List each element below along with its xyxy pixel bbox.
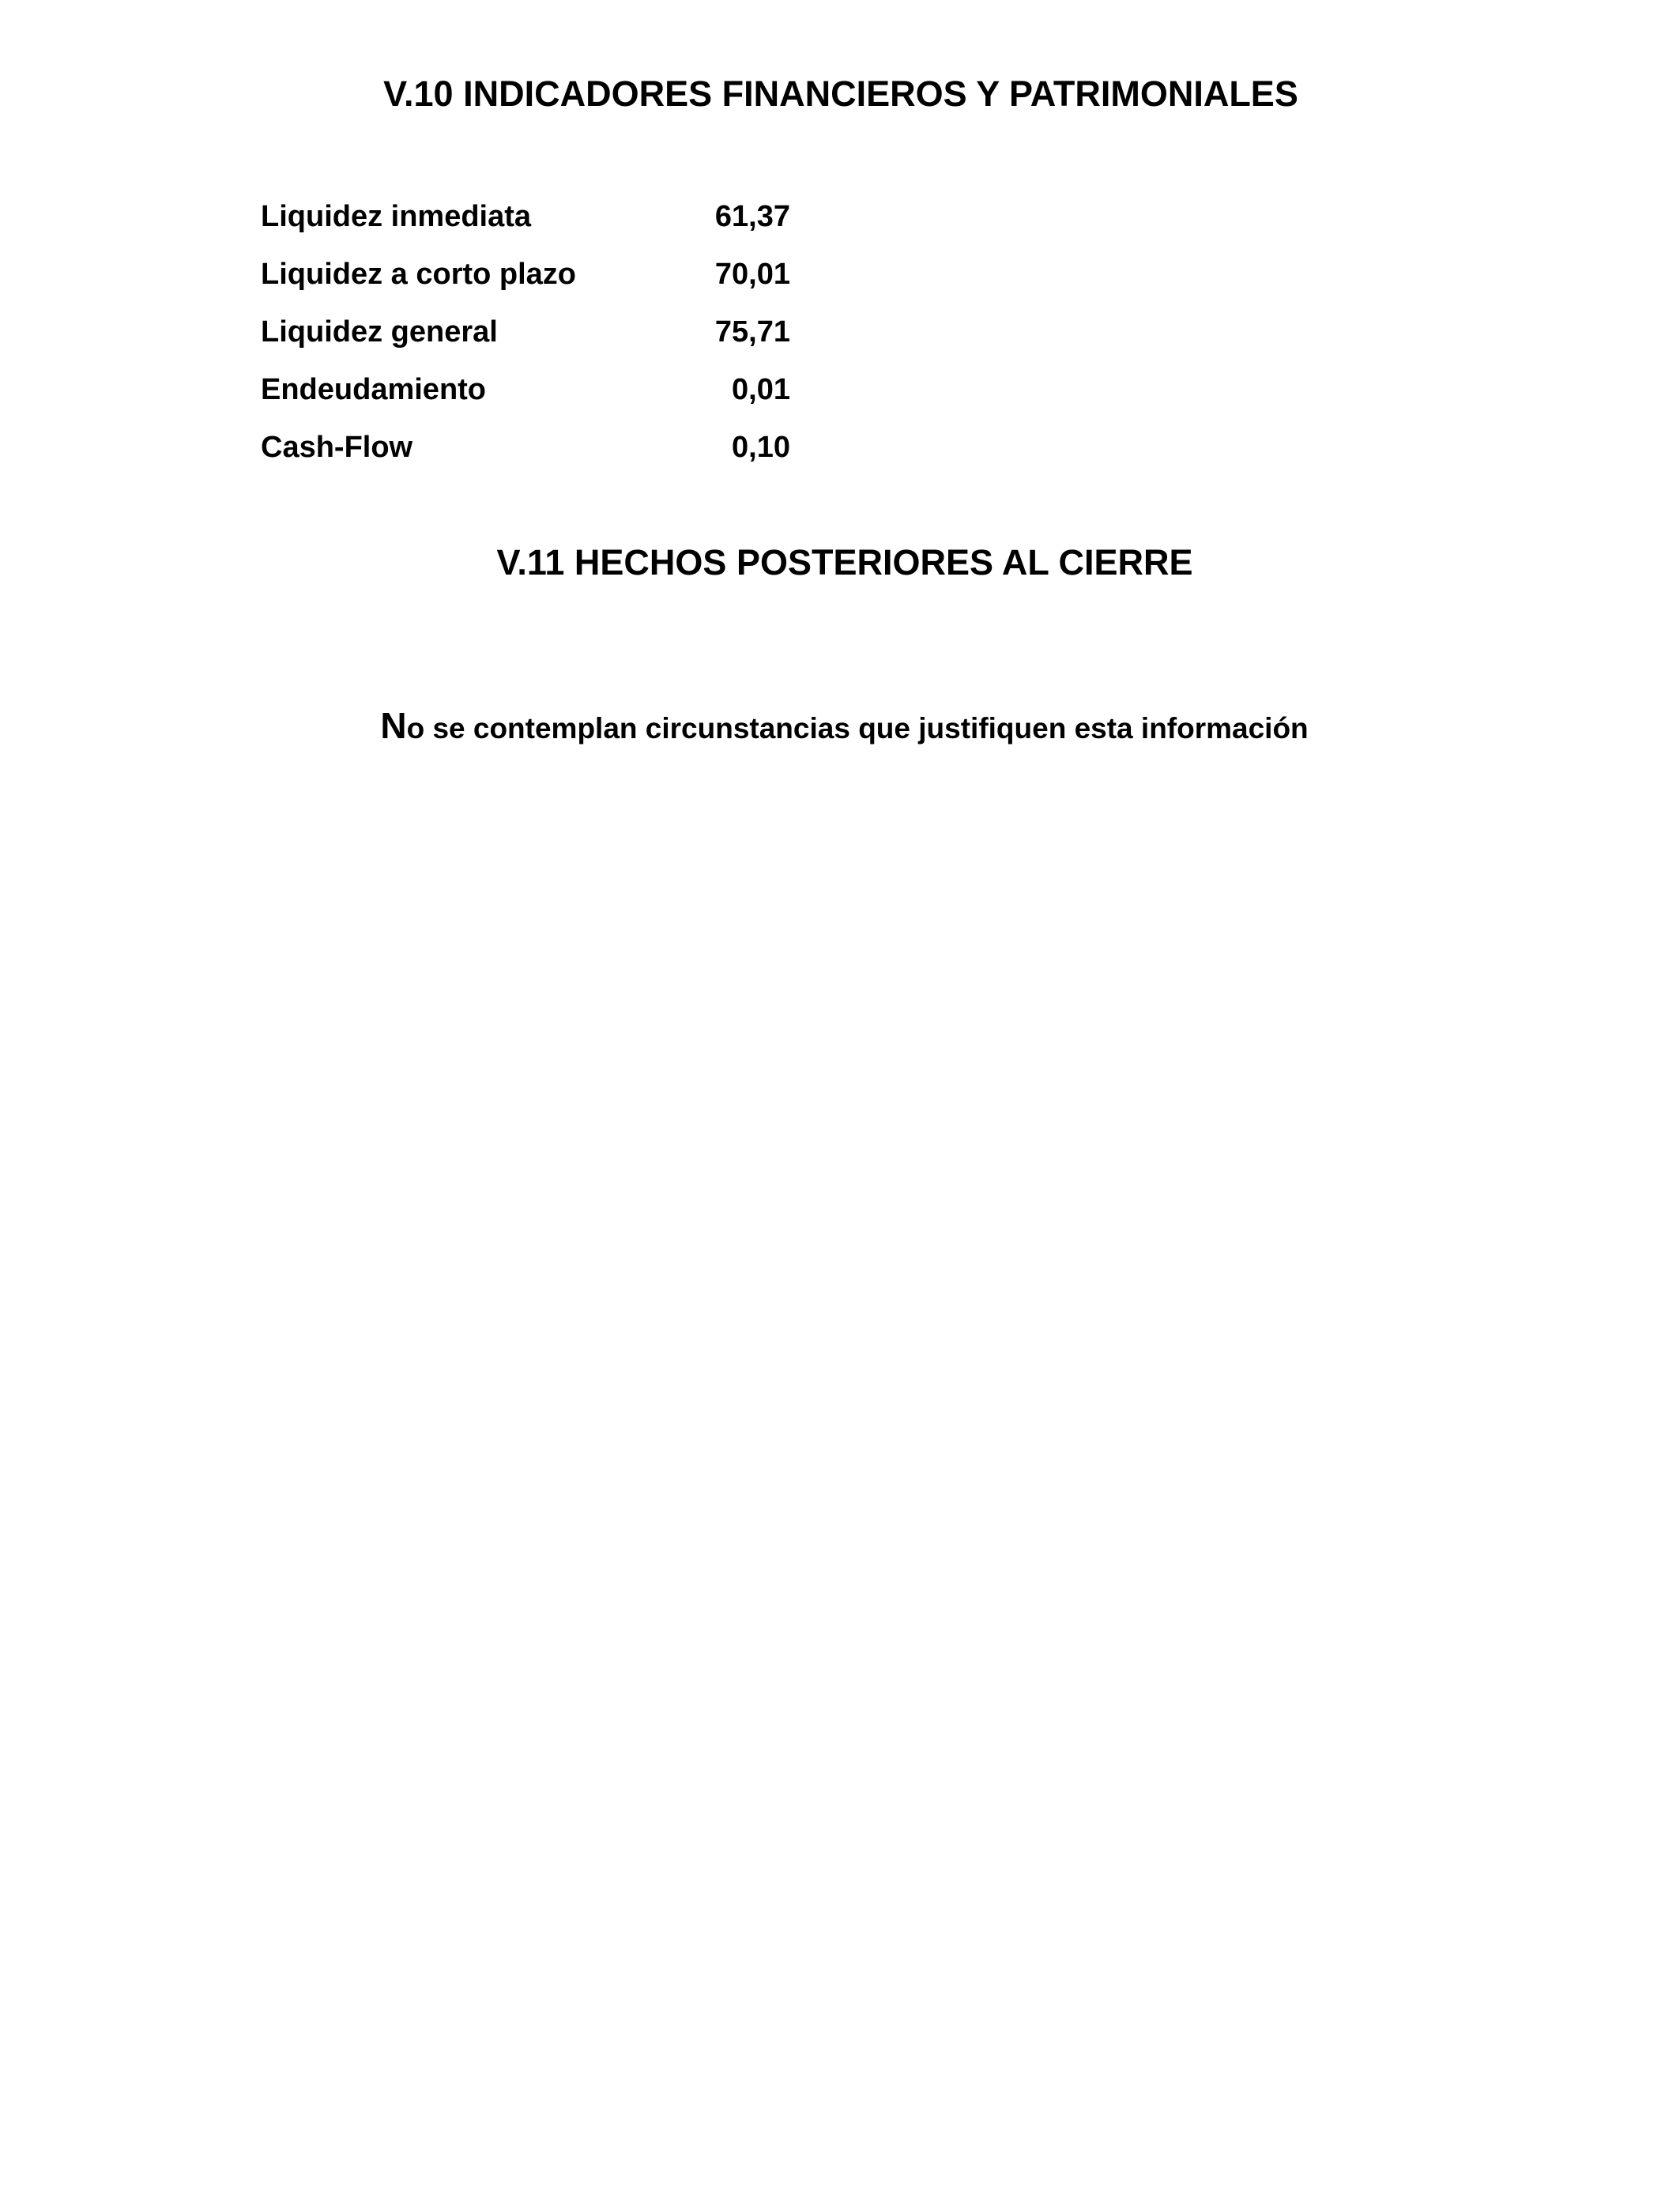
indicator-row-liquidez-corto-plazo	[261, 258, 790, 315]
indicator-label: Liquidez general	[261, 315, 498, 349]
indicator-row-endeudamiento	[261, 373, 790, 431]
indicator-value: 0,01	[732, 373, 790, 406]
indicator-value: 61,37	[714, 200, 790, 233]
indicator-label: Endeudamiento	[261, 373, 487, 406]
indicator-value: 75,71	[714, 315, 790, 349]
indicator-label: Cash-Flow	[261, 431, 413, 464]
indicator-row-liquidez-inmediata	[261, 200, 790, 258]
note-text: o se contemplan circunstancias que justifiquen esta información	[406, 712, 1309, 745]
indicator-value: 70,01	[714, 258, 790, 291]
events-note	[0, 704, 1680, 747]
indicator-value: 0,10	[732, 431, 790, 464]
indicator-row-cash-flow	[261, 431, 790, 488]
indicator-label: Liquidez inmediata	[261, 200, 532, 233]
note-initial-letter: N	[380, 705, 407, 746]
indicators-list	[261, 200, 790, 488]
indicators-section-title: V.10 INDICADORES FINANCIEROS Y PATRIMONIALES	[383, 74, 1298, 114]
events-section-title: V.11 HECHOS POSTERIORES AL CIERRE	[496, 542, 1193, 582]
indicator-row-liquidez-general	[261, 315, 790, 373]
indicator-label: Liquidez a corto plazo	[261, 258, 577, 291]
